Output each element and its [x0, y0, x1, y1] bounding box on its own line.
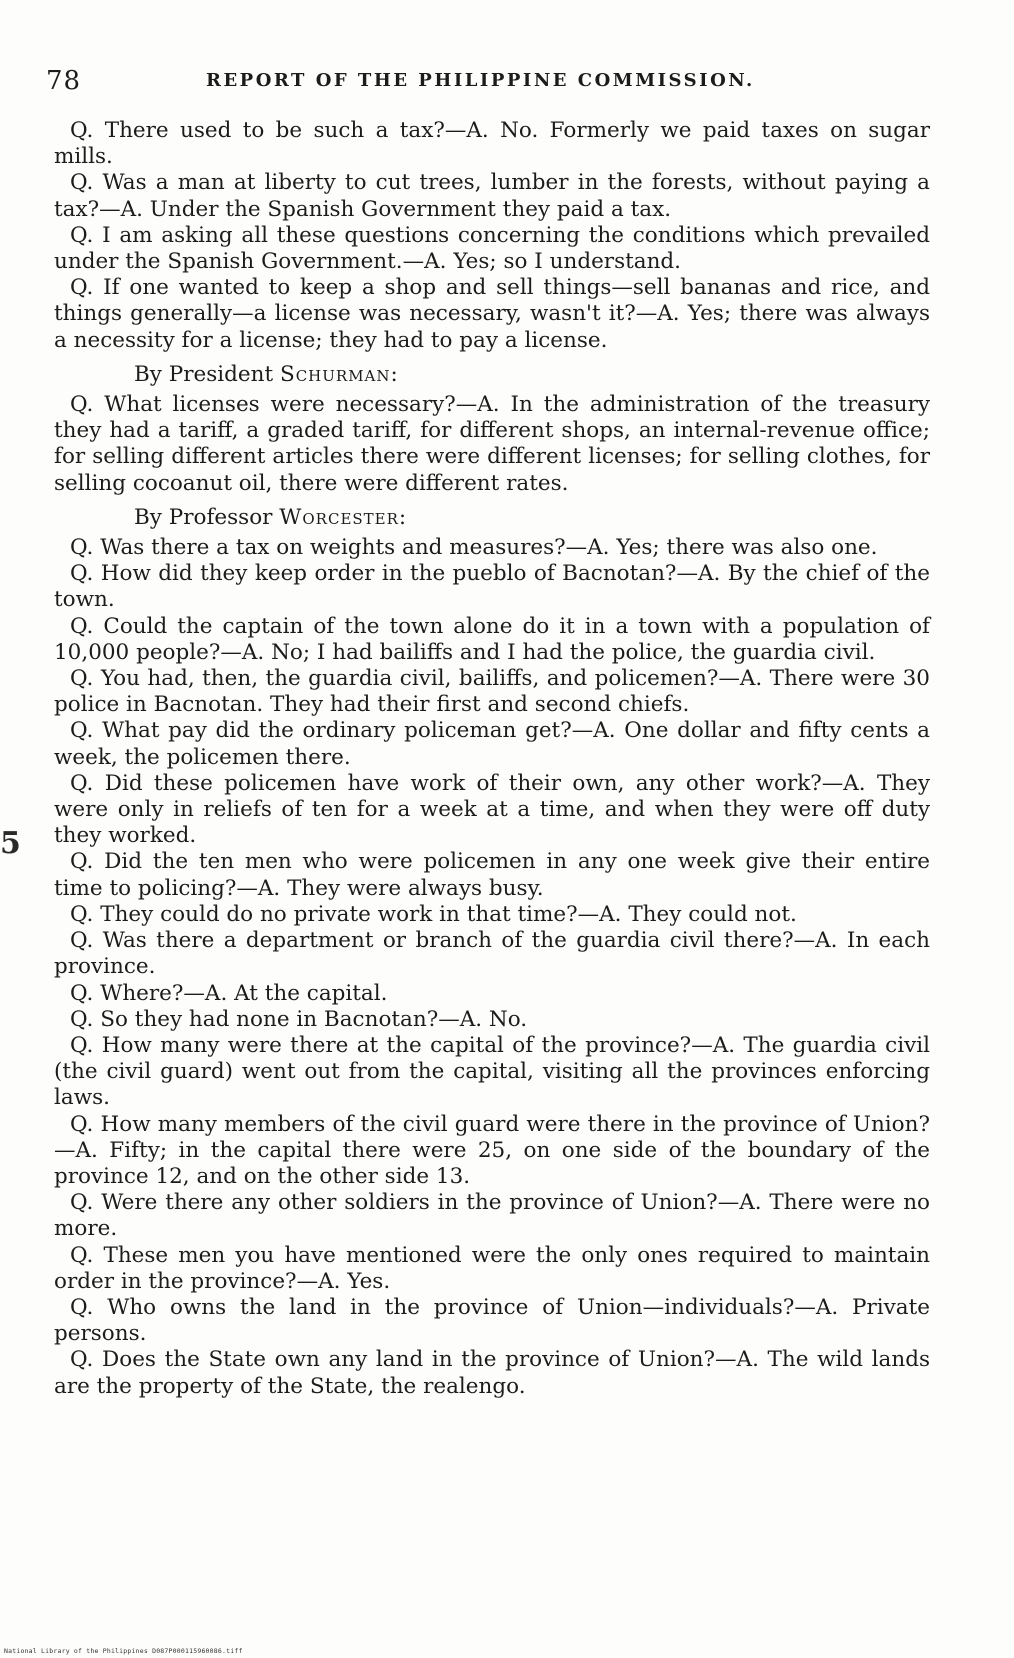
qa-paragraph: Q. There used to be such a tax?—A. No. Formerly we paid taxes on sugar mills. — [54, 118, 930, 170]
qa-paragraph: Q. Could the captain of the town alone do it in a town with a population of 10,000 people?—A. No; I had bailiffs and I had the police, the guardia civil. — [54, 613, 930, 665]
body-text — [54, 118, 930, 1400]
qa-paragraph: Q. Does the State own any land in the province of Union?—A. The wild lands are the property of the State, the realengo. — [54, 1347, 930, 1399]
qa-paragraph: Q. How did they keep order in the pueblo of Bacnotan?—A. By the chief of the town. — [54, 561, 930, 613]
qa-paragraph: Q. Who owns the land in the province of Union—individuals?—A. Private persons. — [54, 1294, 930, 1347]
speaker-heading-worcester — [54, 505, 930, 531]
qa-paragraph: Q. I am asking all these questions concerning the conditions which prevailed under the Spanish Government.—A. Yes; so I understand. — [54, 222, 930, 275]
qa-paragraph: Q. If one wanted to keep a shop and sell things—sell bananas and rice, and things generally—a license was necessary, wasn't it?—A. Yes; there was always a necessity for a license; they had to pay a license. — [54, 275, 930, 353]
qa-paragraph: Q. Was a man at liberty to cut trees, lumber in the forests, without paying a tax?—A. Under the Spanish Government they paid a tax. — [54, 170, 930, 222]
qa-paragraph: Q. How many members of the civil guard were there in the province of Union?—A. Fifty; in the capital there were 25, on one side of the boundary of the province 12, and on the other side 13. — [54, 1111, 930, 1189]
speaker-prefix: By President — [134, 361, 280, 387]
qa-paragraph: Q. Did these policemen have work of their own, any other work?—A. They were only in reliefs of ten for a week at a time, and when they were off duty they worked. — [54, 770, 930, 849]
qa-paragraph: Q. What pay did the ordinary policeman get?—A. One dollar and fifty cents a week, the policemen there. — [54, 718, 930, 770]
speaker-heading-schurman — [54, 362, 930, 388]
qa-paragraph: Q. Were there any other soldiers in the province of Union?—A. There were no more. — [54, 1190, 930, 1242]
qa-paragraph: Q. Was there a department or branch of the guardia civil there?—A. In each province. — [54, 928, 930, 980]
qa-paragraph: Q. They could do no private work in that time?—A. They could not. — [70, 901, 797, 927]
qa-paragraph: Q. Was there a tax on weights and measures?—A. Yes; there was also one. — [70, 535, 878, 561]
speaker-name: Schurman: — [279, 361, 399, 387]
speaker-prefix: By Professor — [134, 504, 280, 530]
qa-paragraph: Q. These men you have mentioned were the only ones required to maintain order in the province?—A. Yes. — [54, 1242, 930, 1294]
qa-paragraph: Q. So they had none in Bacnotan?—A. No. — [70, 1006, 528, 1032]
qa-paragraph: Q. Did the ten men who were policemen in any one week give their entire time to policing?—A. They were always busy. — [54, 849, 930, 901]
speaker-name: Worcester: — [279, 504, 408, 530]
margin-mark: 5 — [0, 826, 21, 861]
qa-paragraph: Q. How many were there at the capital of the province?—A. The guardia civil (the civil guard) went out from the capital, visiting all the provinces enforcing laws. — [54, 1032, 930, 1111]
qa-paragraph: Q. Where?—A. At the capital. — [70, 980, 388, 1006]
qa-paragraph: Q. You had, then, the guardia civil, bailiffs, and policemen?—A. There were 30 police in Bacnotan. They had their first and second chiefs. — [54, 666, 930, 718]
qa-paragraph: Q. What licenses were necessary?—A. In the administration of the treasury they had a tariff, a graded tariff, for different shops, an internal-revenue office; for selling different articles there were different licenses; for selling clothes, for selling cocoanut oil, there were different rates. — [54, 392, 930, 496]
running-head: REPORT OF THE PHILIPPINE COMMISSION. — [206, 70, 755, 91]
page-header — [46, 66, 926, 100]
page-number: 78 — [46, 66, 82, 96]
scan-footer: National Library of the Philippines D087P000115960086.tiff — [4, 1647, 243, 1655]
